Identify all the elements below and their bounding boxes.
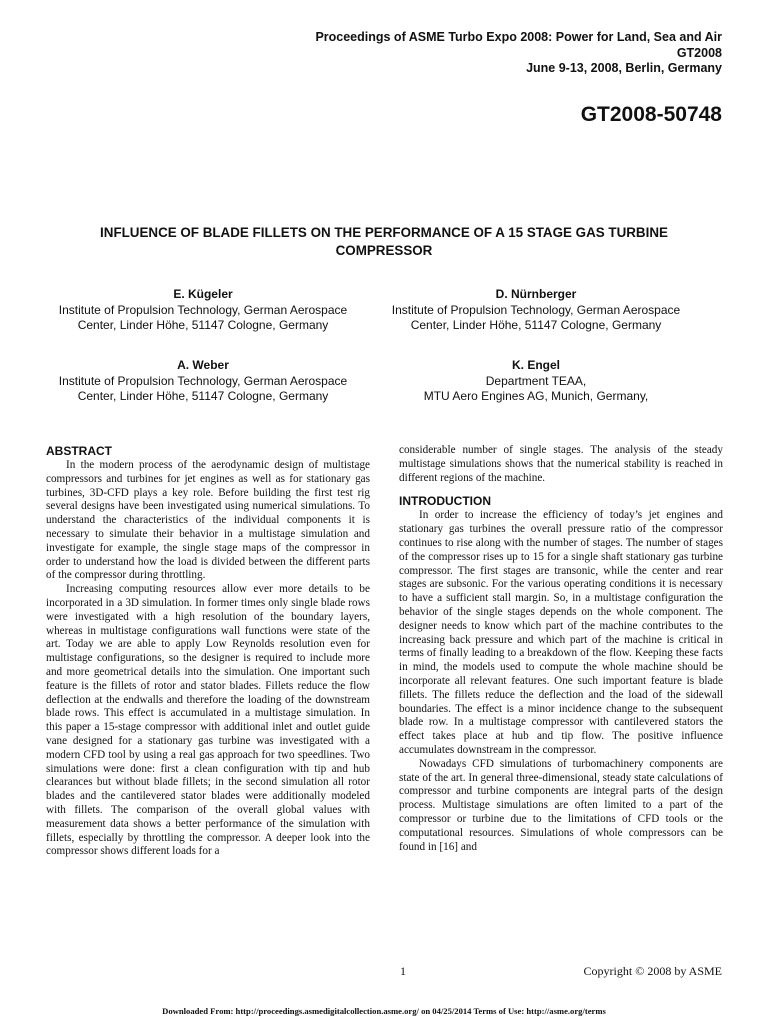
- abstract-paragraph-2: Increasing computing resources allow ever more details to be incorporated in a 3D simulation. In former times only single blade rows were investigated with a high resolution of the boundary layers, whereas in multistage configurations wall functions were state of the art. Today we are able to apply Low Reynolds resolution even for multistage configurations, so the designer is required to include more and more geometrical details into the simulation. One important such feature is the fillets of rotor and stator blades. Fillets reduce the flow deflection at the endwalls and therefore the loading of the downstream blade rows. This effect is accumulated in a multistage simulation. In this paper a 15-stage compressor with additional inlet and outlet guide vane designed for a stationary gas turbine was investigated with a modern CFD tool by using a real gas approach for two speedlines. Two simulations were done: first a clean configuration with tip and hub clearances but without blade fillets; in the second simulation all rotor blades and the cantilevered stator blades were additionally modeled with fillets. The comparison of the overall global values with measurement data shows a better performance of the simulation with fillets, especially by throttling the compressor. A deeper look into the compressor shows different loads for a: [46, 583, 370, 858]
- introduction-paragraph-2: Nowadays CFD simulations of turbomachinery components are state of the art. In general three-dimensional, steady state calculations of compressor and turbine components are integral parts of the design process. Multistage simulations are often limited to a part of the compressor or turbine due to the limitations of CFD tools or the computational resources. Simulations of whole compressors can be found in [16] and: [399, 757, 723, 853]
- paper-title: [40, 224, 728, 259]
- conference-name: Proceedings of ASME Turbo Expo 2008: Power for Land, Sea and Air: [315, 30, 722, 44]
- conference-date-place: June 9-13, 2008, Berlin, Germany: [526, 61, 722, 75]
- author-affiliation-line-2: MTU Aero Engines AG, Munich, Germany,: [423, 389, 649, 403]
- conference-code: GT2008: [676, 45, 722, 60]
- author-block-nurnberger: [366, 287, 706, 334]
- author-affiliation-line-1: Institute of Propulsion Technology, German Aerospace: [58, 373, 348, 388]
- right-column: [399, 444, 723, 854]
- author-affiliation-line-2: Center, Linder Höhe, 51147 Cologne, Germany: [410, 318, 662, 332]
- author-block-kugeler: [33, 287, 373, 334]
- page-number: 1: [400, 964, 406, 978]
- download-notice: Downloaded From: http://proceedings.asmedigitalcollection.asme.org/ on 04/25/2014 Terms of Use: http://asme.org/terms: [162, 1006, 606, 1016]
- author-affiliation-line-1: Institute of Propulsion Technology, German Aerospace: [391, 302, 681, 317]
- left-column: [46, 444, 370, 859]
- introduction-paragraph-1: In order to increase the efficiency of today’s jet engines and stationary gas turbines the overall pressure ratio of the compressor continues to rise along with the number of stages. The number of stages of the compressor rises up to 15 for a single shaft stationary gas turbine compressor. The first stages are transonic, while the center and rear stages are subsonic. For the various operating conditions it is necessary to have a sufficient stall margin. So, in a multistage configuration the behavior of the single stages depends on the whole component. The designer needs to know which part of the machine contributes to the increasing back pressure and which part of the machine is critical in terms of finally leading to a breakdown of the flow. Keeping these facts in mind, the models used to compute the whole machine should be incorporate all relevant features. One such important feature is blade fillets. The fillets reduce the deflection and the load of the sidewall boundaries. The effect is a minor incidence change to the subsequent blade row. In a multistage compressor with cantilevered stators the effect takes place at hub and tip flow. The positive influence accumulates downstream in the compressor.: [399, 509, 723, 756]
- copyright-notice: Copyright © 2008 by ASME: [583, 964, 722, 978]
- author-affiliation-line-2: Center, Linder Höhe, 51147 Cologne, Germany: [77, 318, 329, 332]
- paper-title-line-1: INFLUENCE OF BLADE FILLETS ON THE PERFORMANCE OF A 15 STAGE GAS TURBINE: [100, 225, 668, 240]
- author-name: D. Nürnberger: [495, 287, 577, 301]
- proceedings-header: [122, 30, 722, 77]
- abstract-paragraph-3: considerable number of single stages. The analysis of the steady multistage simulations shows that the numerical stability is reached in different regions of the machine.: [399, 444, 723, 484]
- abstract-paragraph-1: In the modern process of the aerodynamic design of multistage compressors and turbines for jet engines as well as for stationary gas turbines, 3D-CFD plays a key role. Before building the first test rig several designs have been investigated using numerical simulations. To understand the characteristics of the individual components it is necessary to simulate their behavior in a multistage simulation and investigate for example, the single stage maps of the compressor in order to understand how the load is divided between the different parts of the compressor during throttling.: [46, 459, 370, 582]
- introduction-heading: INTRODUCTION: [399, 494, 491, 509]
- author-affiliation-line-1: Department TEAA,: [485, 373, 587, 388]
- author-name: E. Kügeler: [173, 287, 233, 301]
- abstract-heading: ABSTRACT: [46, 444, 112, 458]
- paper-id: GT2008-50748: [580, 103, 722, 126]
- author-affiliation-line-2: Center, Linder Höhe, 51147 Cologne, Germany: [77, 389, 329, 403]
- author-name: A. Weber: [177, 358, 229, 372]
- author-affiliation-line-1: Institute of Propulsion Technology, German Aerospace: [58, 302, 348, 317]
- author-block-engel: [366, 358, 706, 405]
- paper-title-line-2: COMPRESSOR: [335, 242, 433, 258]
- author-name: K. Engel: [511, 358, 560, 372]
- author-block-weber: [33, 358, 373, 405]
